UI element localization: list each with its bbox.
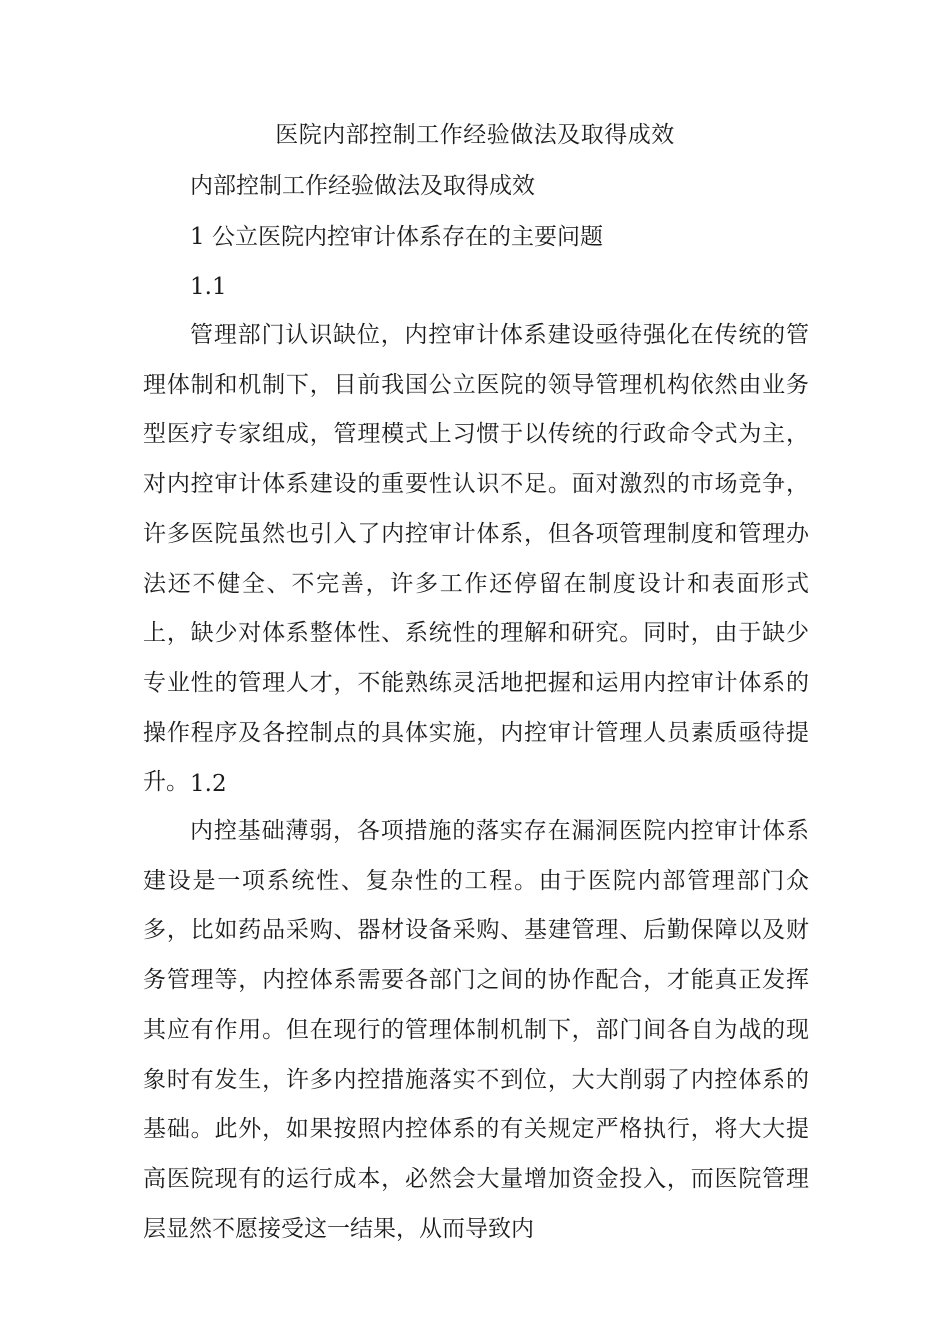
section-1-1-number: 1.1 — [190, 274, 227, 300]
section-1-2-number: 1.2 — [190, 771, 227, 797]
section-1-heading: 1 公立医院内控审计体系存在的主要问题 — [190, 224, 603, 250]
document-title: 医院内部控制工作经验做法及取得成效 — [275, 122, 675, 148]
document-subtitle: 内部控制工作经验做法及取得成效 — [190, 173, 535, 199]
section-1-2-paragraph: 内控基础薄弱，各项措施的落实存在漏洞医院内控审计体系建设是一项系统性、复杂性的工程。由于医院内部管理部门众多，比如药品采购、器材设备采购、基建管理、后勤保障以及财务管理等，内控体系需要各部门之间的协作配合，才能真正发挥其应有作用。但在现行的管理体制机制下，部门间各自为战的现象时有发生，许多内控措施落实不到位，大大削弱了内控体系的基础。此外，如果按照内控体系的有关规定严格执行，将大大提高医院现有的运行成本，必然会大量增加资金投入，而医院管理层显然不愿接受这一结果，从而导致内 — [143, 818, 809, 1242]
section-1-1-paragraph: 管理部门认识缺位，内控审计体系建设亟待强化在传统的管理体制和机制下，目前我国公立医院的领导管理机构依然由业务型医疗专家组成，管理模式上习惯于以传统的行政命令式为主，对内控审计体系建设的重要性认识不足。面对激烈的市场竞争，许多医院虽然也引入了内控审计体系，但各项管理制度和管理办法还不健全、不完善，许多工作还停留在制度设计和表面形式上，缺少对体系整体性、系统性的理解和研究。同时，由于缺少专业性的管理人才，不能熟练灵活地把握和运用内控审计体系的操作程序及各控制点的具体实施，内控审计管理人员素质亟待提升。 — [143, 322, 809, 796]
